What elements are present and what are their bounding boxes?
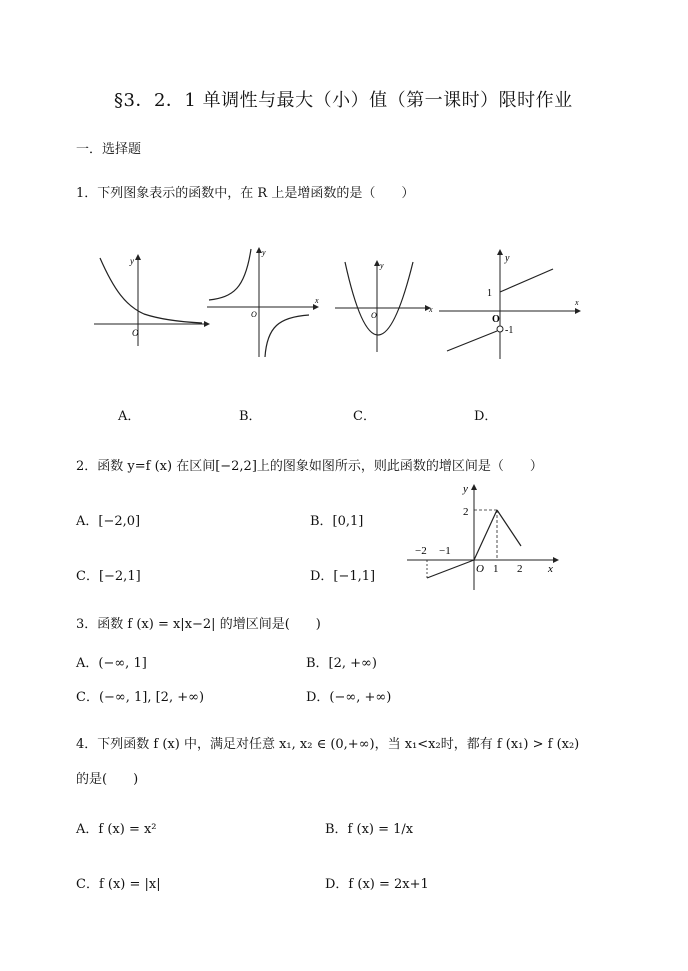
q1-option-b[interactable]: B． bbox=[239, 409, 262, 424]
q2-graph-m2-label: −2 bbox=[415, 545, 427, 557]
graph-b-y-label: y bbox=[262, 248, 266, 257]
q3-option-c[interactable]: C．(−∞, 1], [2, +∞) bbox=[76, 690, 205, 705]
q2-option-c[interactable]: C．[−2,1] bbox=[76, 569, 141, 584]
q3-stem: 3．函数 f (x) = x|x−2| 的增区间是( ) bbox=[76, 617, 321, 632]
graph-b-origin: O bbox=[251, 310, 257, 319]
q2-option-b[interactable]: B．[0,1] bbox=[310, 514, 364, 529]
q1-stem: 1．下列图象表示的函数中，在 R 上是增函数的是（ ） bbox=[76, 186, 415, 201]
q1-graph-c bbox=[333, 258, 438, 353]
q2-graph-origin: O bbox=[476, 563, 484, 575]
graph-d-y-label: y bbox=[505, 253, 510, 264]
page-title: §3．2．1 单调性与最大（小）值（第一课时）限时作业 bbox=[114, 90, 573, 111]
q2-option-d[interactable]: D．[−1,1] bbox=[310, 569, 376, 584]
section-heading: 一．选择题 bbox=[76, 142, 142, 157]
q2-graph bbox=[405, 480, 565, 592]
q2-option-a[interactable]: A．[−2,0] bbox=[76, 514, 141, 529]
q1-option-d[interactable]: D． bbox=[474, 409, 498, 424]
graph-d-x-label: x bbox=[575, 298, 579, 307]
q2-graph-p2-label: 2 bbox=[517, 563, 523, 575]
q4-option-a[interactable]: A．f (x) = x² bbox=[76, 822, 157, 837]
graph-d-minus-one-label: -1 bbox=[505, 325, 514, 336]
q4-option-d[interactable]: D．f (x) = 2x+1 bbox=[325, 877, 429, 892]
graph-c-y-label: y bbox=[380, 261, 384, 270]
q2-graph-x-label: x bbox=[548, 563, 553, 575]
q1-option-c[interactable]: C． bbox=[353, 409, 376, 424]
graph-a-y-label: y bbox=[130, 256, 134, 266]
q4-stem-continued: 的是( ) bbox=[76, 772, 139, 787]
q1-graph-a bbox=[90, 250, 210, 350]
q2-graph-p1-label: 1 bbox=[493, 563, 499, 575]
graph-c-x-label: x bbox=[429, 305, 433, 314]
q4-option-b[interactable]: B．f (x) = 1/x bbox=[325, 822, 414, 837]
q4-option-c[interactable]: C．f (x) = |x| bbox=[76, 877, 161, 892]
q3-option-b[interactable]: B．[2, +∞) bbox=[306, 656, 377, 671]
q1-graph-b bbox=[205, 245, 325, 360]
q4-stem: 4．下列函数 f (x) 中，满足对任意 x₁, x₂ ∈ (0,+∞)，当 x₁<x₂时，都有 f (x₁) > f (x₂) bbox=[76, 737, 580, 752]
graph-d-origin: O bbox=[492, 314, 500, 325]
graph-a-origin: O bbox=[132, 328, 139, 338]
graph-b-x-label: x bbox=[315, 296, 319, 305]
q2-graph-y-label: y bbox=[463, 483, 468, 495]
q2-graph-y2-label: 2 bbox=[463, 506, 469, 518]
q2-graph-m1-label: −1 bbox=[439, 545, 451, 557]
q1-graph-d bbox=[435, 245, 585, 360]
graph-d-one-label: 1 bbox=[487, 288, 492, 299]
q2-stem: 2．函数 y=f (x) 在区间[−2,2]上的图象如图所示，则此函数的增区间是（ ） bbox=[76, 459, 543, 474]
q3-option-d[interactable]: D．(−∞, +∞) bbox=[306, 690, 392, 705]
q1-option-a[interactable]: A． bbox=[118, 409, 141, 424]
q3-option-a[interactable]: A．(−∞, 1] bbox=[76, 656, 147, 671]
graph-c-origin: O bbox=[371, 311, 377, 320]
